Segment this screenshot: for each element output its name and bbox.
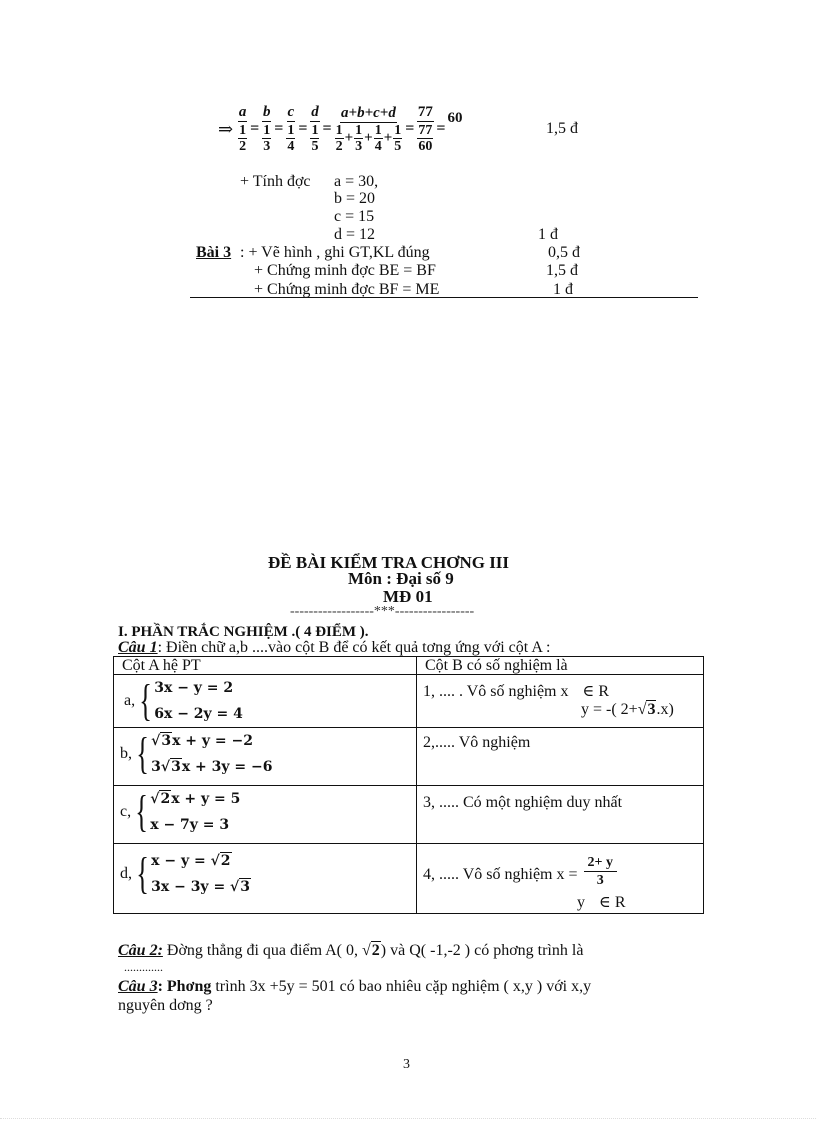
exam-title: ĐỀ BÀI KIỂM TRA CHƠNG III [268,553,510,572]
cau2-dots: ............. [124,960,163,974]
system-a: a, { 3x − y = 2 6x − 2y = 4 [124,676,243,725]
answer-1-extra: y = -( 2+√3.x) [581,701,674,718]
frac-sum: a+b+c+d 1 2 + $\frac{1}{3}$ + $\frac{1}{4}$ + $\frac{1}{5}$ [335,104,402,154]
value-d: d = 12 [334,226,376,243]
col-a-header: Cột A hệ PT [114,657,417,675]
points-2: 1 đ [538,226,558,243]
col-b-header: Cột B có số nghiệm là [417,657,704,675]
tinh-duoc-label: + Tính đợc [240,173,311,190]
cau3-label: Câu 3 [118,978,158,995]
divider-line [190,297,698,298]
answer-1-set: ∈ R [582,683,609,700]
matching-table [113,656,704,914]
bai3-points3: 1 đ [553,281,573,298]
section1-heading: I. PHẦN TRẮC NGHIỆM .( 4 ĐIỂM ). [118,624,369,640]
cau1-line [118,639,550,657]
answer-3-text: 3, ..... Có một nghiệm duy nhất [423,794,623,811]
separator-line: ------------------***----------------- [290,604,475,619]
cau1-text: : Điền chữ a,b ....vào cột B để có kết quả tơng ứng với cột A : [157,639,551,656]
fraction-equation-row: ⇒ $\frac{a}{\frac{1}{2}}$ = $\frac{b}{\frac{1}{3}}$ = $\frac{c}{\frac{1}{4}}$ = $\frac{d}{\frac{1}{5}}$ = a+b+c+d 1 2 + $\frac{1}{3}$ + $\frac{1}{4}$ + $\frac{1}{5}$ = $\frac{77}{\frac{77}{60}}$ = 60 [218,104,463,154]
page-bottom-edge [0,1118,816,1119]
cau2-label: Câu 2: [118,942,163,959]
frac-a: $\frac{a}{\frac{1}{2}}$ [238,104,247,154]
system-c: c, { √2x + y = 5 x − 7y = 3 [120,787,241,836]
system-d: d, { x − y = √2 3x − 3y = √3 [120,849,250,898]
value-a: a = 30, [334,173,379,190]
table-row [114,728,704,786]
bai3-line2: + Chứng minh đợc BE = BF [254,262,436,279]
bai3-points1: 0,5 đ [548,244,580,261]
bai3-points2: 1,5 đ [546,262,578,279]
answer-1-text: 1, .... . Vô số nghiệm x [423,683,569,700]
cau2-line: Câu 2: Đờng thẳng đi qua điểm A( 0, √2) và Q( -1,-2 ) có phơng trình là [118,942,584,959]
exam-subject: Môn : Đại số 9 [348,569,454,588]
value-c: c = 15 [334,208,375,225]
table-row [114,786,704,844]
answer-4-text: 4, ..... Vô số nghiệm x = [423,865,578,883]
table-row [114,844,704,914]
cau1-label: Câu 1 [118,639,158,656]
frac-d: $\frac{d}{\frac{1}{5}}$ [311,104,319,154]
answer-4-y: y [577,894,585,911]
value-b: b = 20 [334,190,376,207]
points-1: 1,5 đ [546,120,578,137]
page-number: 3 [403,1057,410,1072]
bai3-line1: : + Vẽ hình , ghi GT,KL đúng [240,244,430,261]
system-b: b, { √3x + y = −2 3√3x + 3y = −6 [120,729,273,778]
exam-code: MĐ 01 [383,587,433,606]
answer-4-fraction: $\frac{2+ y}{3}$ [584,854,617,889]
frac-b: $\frac{b}{\frac{1}{3}}$ [262,104,271,154]
answer-2-text: 2,..... Vô nghiệm [423,734,531,751]
implies-arrow: ⇒ [218,118,234,139]
frac-c: $\frac{c}{\frac{1}{4}}$ [287,104,295,154]
answer-4-set: ∈ R [599,894,626,911]
frac-77: $\frac{77}{\frac{77}{60}}$ [417,104,433,154]
cau3-line: Câu 3: Phơng trình 3x +5y = 501 có bao nhiêu cặp nghiệm ( x,y ) với x,y [118,978,592,995]
result-value: 60 [447,109,463,126]
bai3-line3: + Chứng minh đợc BF = ME [254,281,440,298]
bai3-label: Bài 3 [196,244,232,261]
cau3-line2: nguyên dơng ? [118,997,213,1014]
table-row [114,675,704,728]
